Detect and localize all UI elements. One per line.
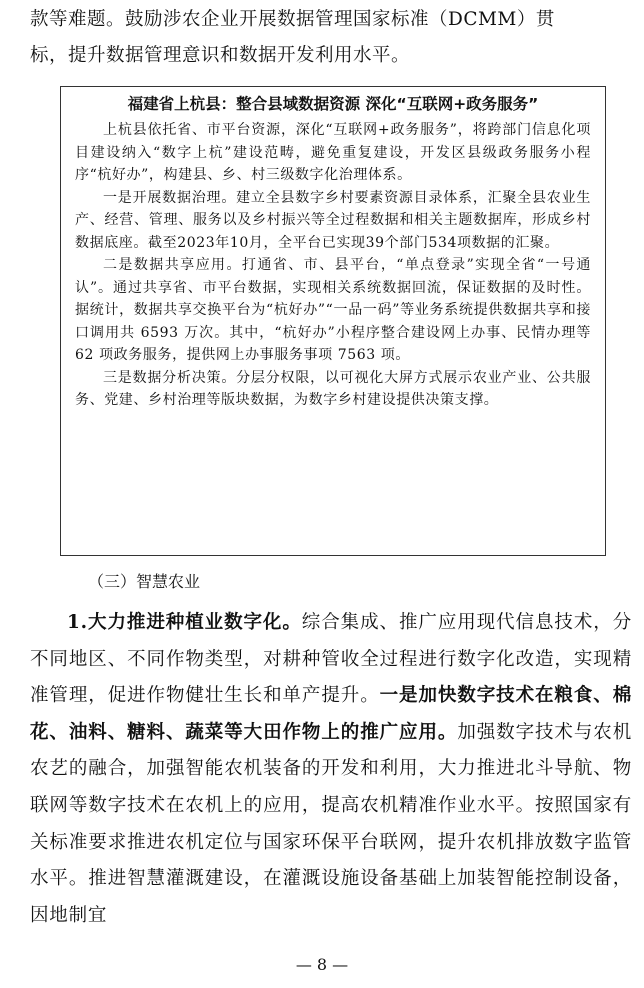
paragraph-text: 加强数字技术与农机农艺的融合，加强智能农机装备的开发和利用，大力推进北斗导航、物联网等数字技术在农机上的应用，提高农机精准作业水平。按照国家有关标准要求推进农机定位与国家环保平台联网，提升农机排放数字监管水平。推进智慧灌溉建设，在灌溉设施设备基础上加装智能控制设备，因地制宜	[30, 721, 632, 926]
case-paragraph: 上杭县依托省、市平台资源，深化“互联网+政务服务”，将跨部门信息化项目建设纳入“数字上杭”建设范畴，避免重复建设，开发区县级政务服务小程序“杭好办”，构建县、乡、村三级数字化治理体系。	[75, 122, 591, 183]
main-body	[30, 605, 632, 934]
main-paragraph	[30, 605, 632, 934]
section-heading: （三）智慧农业	[88, 572, 201, 591]
bold-heading: 一是加快数字技术在粮食、棉花、油料、糖料、蔬菜等大田作物上的推广应用。	[30, 685, 633, 743]
page-number: — 8 —	[295, 955, 349, 974]
lead-text	[30, 2, 630, 74]
case-paragraph: 二是数据共享应用。打通省、市、县平台，“单点登录”实现全省“一号通认”。通过共享省、市平台数据，实现相关系统数据回流，保证数据的及时性。据统计，数据共享交换平台为“杭好办”“一品一码”等业务系统提供数据共享和接口调用共 6593 万次。其中，“杭好办”小程序整合建设网上办事、民情办理等 62 项政务服务，提供网上办事服务事项 7563 项。	[75, 257, 591, 363]
case-study-body	[61, 119, 605, 412]
lead-line: 款等难题。鼓励涉农企业开展数据管理国家标准（DCMM）贯	[30, 9, 555, 30]
bold-heading: 1.大力推进种植业数字化。	[67, 612, 302, 633]
paragraph-text: 综合集成、推广应用现代信息技术，分不同地区、不同作物类型，对耕种管收全过程进行数字化改造，实现精准管理，促进作物健壮生长和单产提升。	[30, 612, 632, 707]
case-study-title: 福建省上杭县：整合县域数据资源 深化“互联网+政务服务”	[127, 95, 539, 113]
case-paragraph: 三是数据分析决策。分层分权限，以可视化大屏方式展示农业产业、公共服务、党建、乡村治理等版块数据，为数字乡村建设提供决策支撑。	[75, 369, 591, 408]
lead-line: 标，提升数据管理意识和数据开发利用水平。	[30, 45, 411, 66]
case-study-box	[60, 86, 606, 556]
case-paragraph: 一是开展数据治理。建立全县数字乡村要素资源目录体系，汇聚全县农业生产、经营、管理、服务以及乡村振兴等全过程数据和相关主题数据库，形成乡村数据底座。截至2023年10月，全平台已实现39个部门534项数据的汇聚。	[75, 189, 591, 251]
